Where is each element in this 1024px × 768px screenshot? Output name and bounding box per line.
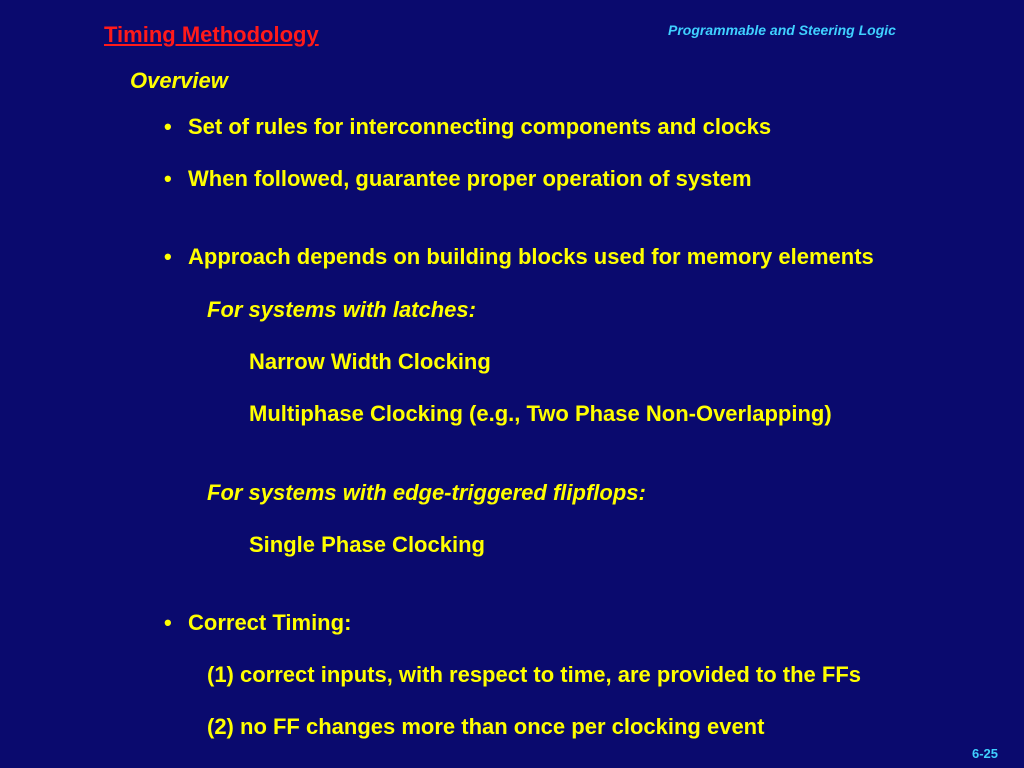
bullet-text: When followed, guarantee proper operation of system xyxy=(188,166,752,191)
bullet-symbol: • xyxy=(164,610,172,635)
timing-item: (2) no FF changes more than once per clocking event xyxy=(207,714,765,739)
flipflops-item: Single Phase Clocking xyxy=(249,532,485,557)
slide-title: Timing Methodology xyxy=(104,22,319,47)
latches-heading: For systems with latches: xyxy=(207,297,476,322)
course-header: Programmable and Steering Logic xyxy=(668,22,896,38)
flipflops-heading: For systems with edge-triggered flipflops: xyxy=(207,480,646,505)
bullet-text: Approach depends on building blocks used for memory elements xyxy=(188,244,874,269)
bullet-text: Correct Timing: xyxy=(188,610,352,635)
section-heading-overview: Overview xyxy=(130,68,228,93)
bullet-symbol: • xyxy=(164,166,172,191)
latches-item: Multiphase Clocking (e.g., Two Phase Non-Overlapping) xyxy=(249,401,832,426)
bullet-text: Set of rules for interconnecting components and clocks xyxy=(188,114,772,139)
timing-item: (1) correct inputs, with respect to time, are provided to the FFs xyxy=(207,662,861,687)
page-number: 6-25 xyxy=(972,746,999,761)
bullet-symbol: • xyxy=(164,244,172,269)
latches-item: Narrow Width Clocking xyxy=(249,349,491,374)
bullet-symbol: • xyxy=(164,114,172,139)
